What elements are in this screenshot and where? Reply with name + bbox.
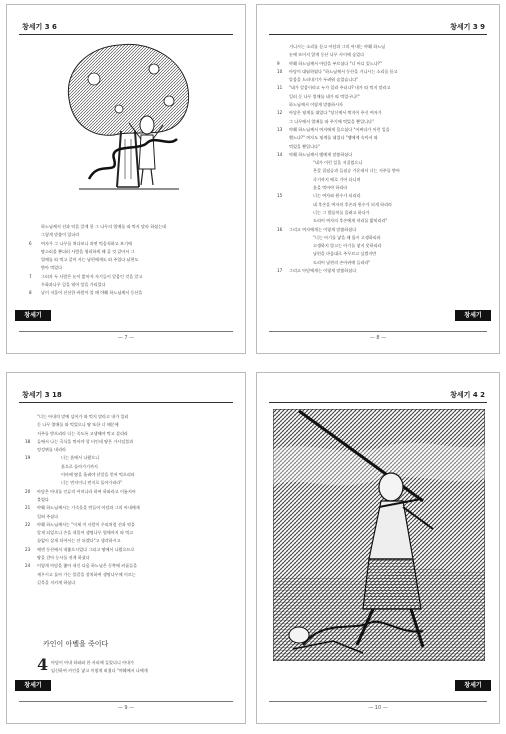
text-line: 네 후손을 여자의 후손과 원수가 되게 하리라 [313,201,392,207]
text-line: 그렇게 말씀이 있더라 [41,232,80,238]
text-line: 너는 먼지이니 먼지로 돌아가리라" [61,480,123,486]
book-badge: 창세기 [455,310,491,321]
book-badge: 창세기 [455,680,491,691]
text-line: "너는 아기를 낳을 때 몹시 고생하리라 [313,234,381,240]
footer-rule [19,331,233,332]
text-line: 10 아담이 대답하였다 "하느님께서 동산을 거니시는 소리를 듣고 [277,68,398,74]
page-10 [256,372,500,724]
text-line: 18 들에서 나는 곡식을 먹어야 할 터인데 땅은 가시덤불과 [25,438,134,444]
header-rule [269,34,487,35]
page-header: 창세기 4 2 [450,391,485,399]
text-line: 알몸을 드러내기가 두려워 숨었습니다" [289,77,359,83]
text-line: 23 에덴 동산에서 내쫓으시었다 그리고 땅에서 나왔으므로 [25,546,135,552]
text-line: 불렀다 [37,496,49,502]
text-line: 그 나무에서 열매를 따 주기에 먹었을 뿐입니다" [289,118,374,124]
footer-rule [269,701,487,702]
page-number: — 7 — [117,335,135,341]
text-line: 너는 그 발꿈치를 물려고 하다가 [313,209,370,215]
page-7 [6,4,246,354]
text-line: 19 너는 흙에서 나왔으니 [25,455,100,461]
book-badge: 창세기 [15,680,51,691]
text-line: 15 너는 여자와 원수가 되리라 [277,193,361,199]
text-line: 저주를 받으리라 너는 죽도록 고생해야 먹고 살리라 [37,430,128,436]
text-line: 일러 둔 나무 열매를 네가 따 먹었구나!" [289,93,360,99]
section-heading: 카인이 아벨을 죽이다 [43,640,109,648]
header-rule [19,34,233,35]
text-line: 17 그리고 아담에게는 이렇게 말씀하셨다 [277,268,357,274]
text-line: "네가 이런 일을 저질렀으니 [313,160,363,166]
text-line: 13 야훼 하느님께서 여자에게 물으셨다 "어쩌다가 이런 일을 [277,126,390,132]
page-number: — 9 — [117,705,135,711]
text-line: "너는 아내의 말에 넘어가 따 먹지 말라고 내가 일러 [37,414,129,419]
header-rule [19,402,233,403]
text-line: 24 이렇게 아담을 쫓아 내신 다음 하느님은 동쪽에 커룹들을 [25,563,138,569]
text-line: 14 야훼 하느님께서 뱀에게 말씀하셨다 [277,151,353,157]
text-line: 9 야훼 하느님께서 아담을 부르셨다 "너 어디 있느냐?" [277,60,382,66]
text-line: 무화과나무 잎을 엮어 앞을 가리었다 [41,282,106,288]
chapter-number: 4 [37,655,49,674]
page-header: 창세기 3 6 [22,23,57,31]
page-header: 창세기 3 18 [22,391,62,399]
page-number: — 10 — [368,705,388,711]
text-line: 하느님께서 선과 악을 알게 한 그 나무의 열매를 따 먹지 말라 하셨는데 [41,224,167,229]
text-line: 했느냐?" 여자도 핑계를 대었다 "뱀에게 속아서 따 [289,135,378,141]
text-body [25,413,241,587]
text-line: 22 야훼 하느님께서는 "이제 이 사람이 우리처럼 선과 악을 [25,521,135,527]
tree-serpent-illustration [59,39,197,191]
text-line: 6 여자가 그 나무를 쳐다보니 과연 먹음직하고 보기에 [29,240,132,246]
text-line: 세우시고 돌아 가는 불칼을 장치하여 생명나무에 이르는 [37,571,136,577]
page-9 [6,372,246,724]
book-badge: 창세기 [15,310,51,321]
text-line: 남편을 마음대로 주무르고 싶겠지만 [313,251,377,257]
text-line: 8 날이 저물어 선선한 바람이 불 때 야훼 하느님께서 동산을 [29,290,143,296]
text-line: 이마에 땀을 흘려야 낟알을 얻어 먹으리라 [61,472,135,478]
text-line: 둔 나무 열매를 따 먹었으니 땅 또한 너 때문에 [37,422,119,428]
text-line: 11 "네가 알몸이라고 누가 일러 주더냐? 내가 따 먹지 말라고 [277,85,391,91]
text-line: 거니시는 소리를 듣고 아담과 그의 아내는 야훼 하느님 [289,44,386,49]
footer-rule [269,331,487,332]
text-line: 아담이 아내 하와와 한 자리에 들었더니 아내가 [51,660,134,665]
text-line: 16 그리고 여자에게는 이렇게 말씀하셨다 [277,226,357,232]
text-line: 길목을 지키게 하셨다 [37,579,76,585]
text-line: 땅을 갈아 농사를 짓게 하셨다 [37,555,90,561]
text-line: 죽기까지 배로 기어 다니며 [313,176,361,182]
text-line: 도리어 남편의 손아귀에 들리라" [313,259,371,265]
page-number: — 8 — [369,335,387,341]
text-line: 탐스러울 뿐더러 사람을 영리하게 해 줄 것 같아서 그 [41,248,135,254]
text-line: 7 그러자 두 사람은 눈이 밝아져 자기들이 알몸인 것을 알고 [29,273,143,279]
text-line: 눈에 뜨이지 않게 동산 나무 사이에 숨었다 [289,52,365,58]
text-line: 흙을 먹어야 하리라 [313,185,348,191]
page-8 [256,4,500,354]
header-rule [269,402,487,403]
text-line: 열매를 따 먹고 같이 사는 남편에게도 따 주었다 남편도 [41,257,139,263]
text-line: 도리어 여자의 후손에게 머리를 밟히리라" [313,218,388,224]
text-line: 20 아담은 아내를 인류의 어머니라 하여 하와라고 이름지어 [25,488,136,494]
text-line: 입혀 주셨다 [37,513,59,519]
text-line: 받아 먹었다 [41,265,63,271]
text-line: 고생하지 않고는 아기를 낳지 못하리라 [313,243,382,249]
chapter-text [51,659,241,676]
page-header: 창세기 3 9 [450,23,485,31]
text-line: 12 아담은 핑계를 대었다 "당신께서 짝지어 주신 여자가 [277,110,382,116]
text-line: 엉겅퀴를 내리라 [37,447,66,453]
text-body [277,43,493,275]
text-line: 먹었을 뿐입니다" [289,143,320,149]
cain-abel-illustration [273,409,485,661]
text-line: 21 야훼 하느님께서는 가죽옷을 만들어 아담과 그의 아내에게 [25,505,140,511]
footer-rule [19,701,233,702]
text-line: 임신하여 카인을 낳고 이렇게 외쳤다 "야훼께서 나에게 [51,668,148,674]
text-line: 알게 되었으니 손을 내밀어 생명나무 열매까지 따 먹고 [37,530,134,536]
text-line: 끝없이 살게 되어서는 안 되겠다"고 생각하시고 [37,538,121,544]
text-line: 하느님께서 이렇게 말씀하시자 [289,102,344,108]
text-line: 흙으로 돌아가기까지 [61,463,98,469]
text-body [29,223,239,298]
text-line: 온갖 집짐승과 들짐승 가운데서 너는 저주를 받아 [313,168,400,174]
